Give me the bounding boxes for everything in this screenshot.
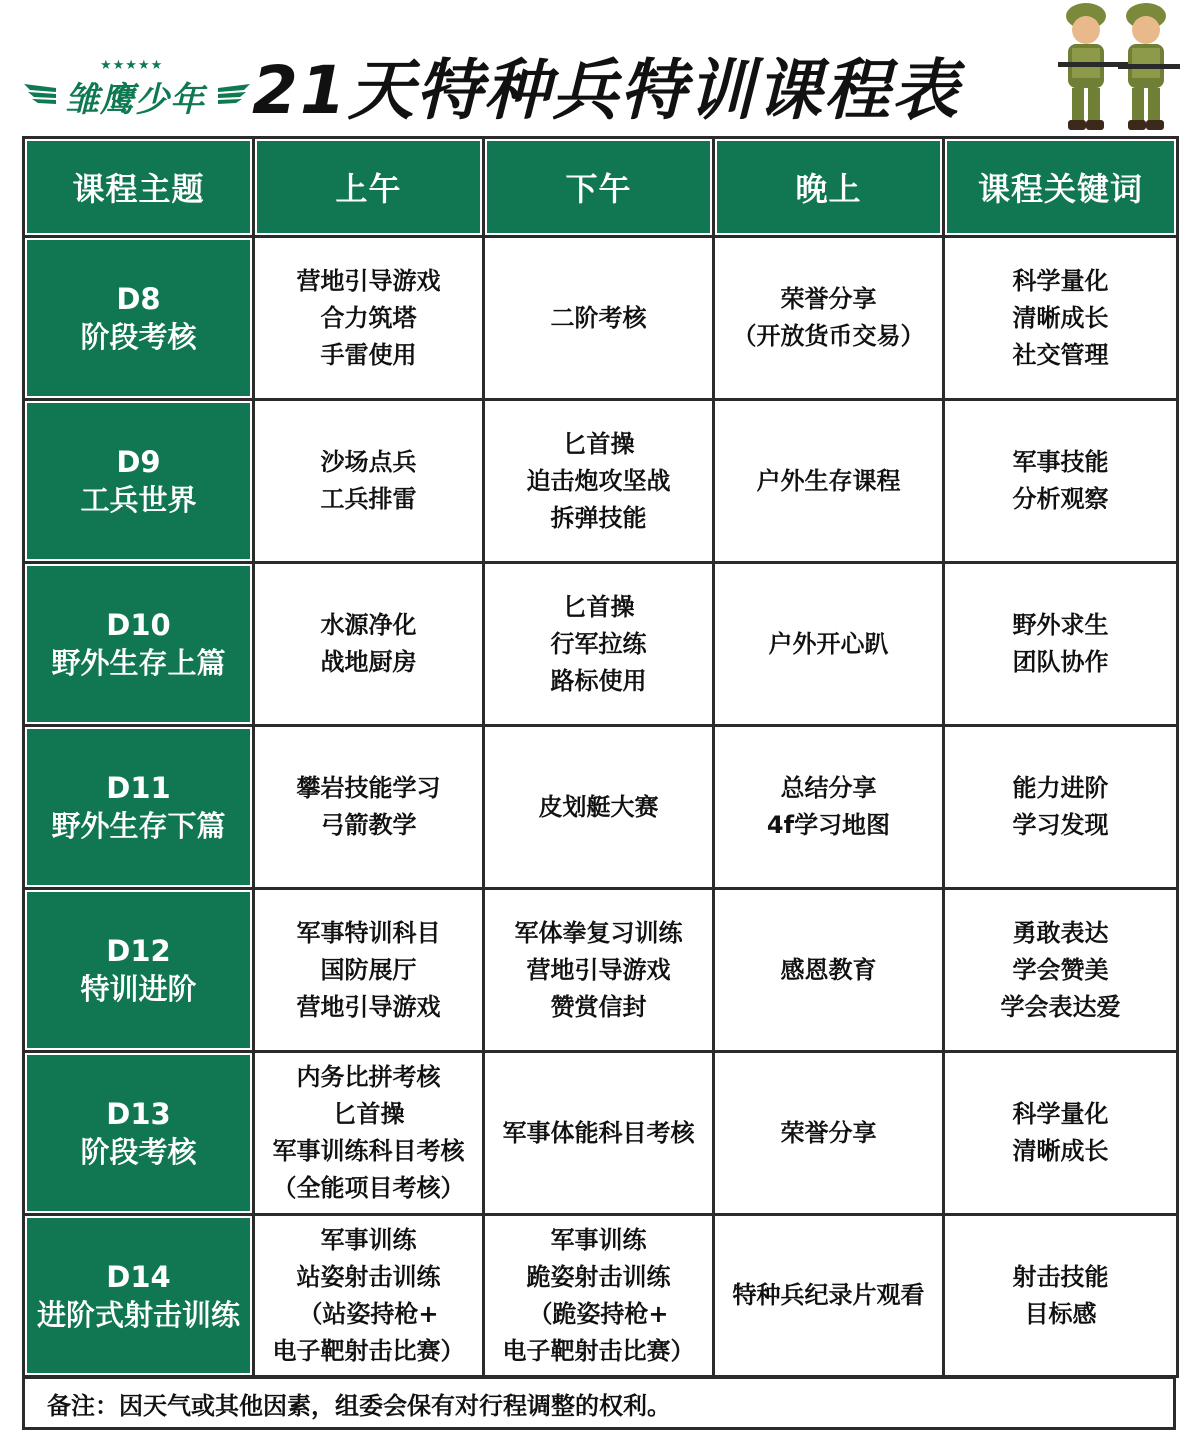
- cell-line: 清晰成长: [1012, 303, 1109, 332]
- cell-line: 匕首操: [332, 1100, 405, 1128]
- cell-line: （站姿持枪+: [298, 1299, 439, 1328]
- cell-line: 水源净化: [320, 611, 417, 639]
- theme-label: 特训进阶: [80, 972, 197, 1006]
- cell-line: 电子靶射击比赛）: [272, 1336, 465, 1365]
- day-label: D8: [116, 282, 161, 316]
- cell-line: 野外求生: [1012, 611, 1109, 639]
- brand-name: 雏鹰少年: [65, 80, 205, 120]
- day-label: D13: [106, 1097, 171, 1131]
- cell-line: 迫击炮攻坚战: [526, 466, 671, 495]
- cell-line: 军事技能: [1012, 448, 1109, 476]
- cell-line: 电子靶射击比赛）: [502, 1336, 695, 1365]
- column-header-theme: 课程主题: [24, 138, 254, 237]
- cell-line: 行军拉练: [550, 629, 647, 658]
- theme-cell: [24, 237, 254, 400]
- cell-line: （全能项目考核）: [272, 1174, 465, 1202]
- cell-line: 感恩教育: [780, 955, 877, 984]
- evening-cell: [714, 400, 944, 563]
- theme-cell: [24, 1215, 254, 1377]
- cell-line: 特种兵纪录片观看: [732, 1281, 925, 1309]
- theme-cell: [24, 400, 254, 563]
- afternoon-cell: [484, 563, 714, 726]
- cell-line: 战地厨房: [320, 648, 417, 676]
- column-header-afternoon: 下午: [484, 138, 714, 237]
- cell-line: 户外开心趴: [768, 629, 889, 658]
- keywords-cell: [944, 889, 1178, 1052]
- cell-line: 军事特训科目: [296, 918, 441, 947]
- page-header: [0, 0, 1200, 136]
- cell-line: 皮划艇大赛: [538, 792, 659, 821]
- evening-cell: [714, 237, 944, 400]
- schedule-section: [22, 136, 1176, 1436]
- morning-cell: [254, 1052, 484, 1215]
- cell-line: 弓箭教学: [320, 811, 417, 839]
- cell-line: 二阶考核: [550, 303, 647, 332]
- wing-right-icon: [216, 80, 252, 106]
- cell-line: 军事训练科目考核: [272, 1137, 465, 1165]
- cell-line: 科学量化: [1012, 266, 1109, 295]
- day-label: D9: [116, 445, 161, 479]
- cell-line: 学习发现: [1012, 811, 1109, 839]
- cell-line: （跪姿持枪+: [528, 1299, 669, 1328]
- cell-line: 户外生存课程: [756, 466, 901, 495]
- morning-cell: [254, 563, 484, 726]
- theme-cell: [24, 1052, 254, 1215]
- theme-label: 进阶式射击训练: [36, 1297, 240, 1332]
- cell-line: 匕首操: [562, 592, 635, 621]
- cell-line: 荣誉分享: [780, 285, 877, 313]
- cell-line: 学会赞美: [1012, 955, 1109, 984]
- table-row: [24, 563, 1178, 726]
- cell-line: 勇敢表达: [1012, 918, 1109, 947]
- cell-line: 荣誉分享: [780, 1118, 877, 1147]
- page-title: 21天特种兵特训课程表: [252, 52, 960, 129]
- theme-cell: [24, 726, 254, 889]
- afternoon-cell: [484, 726, 714, 889]
- evening-cell: [714, 563, 944, 726]
- afternoon-cell: [484, 889, 714, 1052]
- afternoon-cell: [484, 1215, 714, 1377]
- cell-line: 内务比拼考核: [296, 1063, 441, 1091]
- theme-label: 阶段考核: [80, 320, 197, 354]
- theme-cell: [24, 563, 254, 726]
- table-row: [24, 726, 1178, 889]
- cell-line: 目标感: [1024, 1299, 1097, 1328]
- cell-line: 军事训练: [320, 1225, 417, 1254]
- cell-line: 赞赏信封: [550, 992, 647, 1021]
- cell-line: 科学量化: [1012, 1100, 1109, 1128]
- brand-logo: [22, 58, 244, 124]
- afternoon-cell: [484, 400, 714, 563]
- cell-line: 站姿射击训练: [296, 1262, 441, 1291]
- evening-cell: [714, 1052, 944, 1215]
- cell-line: 能力进阶: [1012, 774, 1109, 802]
- schedule-table: [22, 136, 1179, 1378]
- cell-line: 匕首操: [562, 429, 635, 458]
- keywords-cell: [944, 1215, 1178, 1377]
- keywords-cell: [944, 1052, 1178, 1215]
- afternoon-cell: [484, 1052, 714, 1215]
- theme-label: 野外生存上篇: [51, 646, 226, 680]
- keywords-cell: [944, 726, 1178, 889]
- cell-line: 手雷使用: [320, 340, 417, 369]
- cell-line: （开放货币交易）: [732, 322, 925, 350]
- table-row: [24, 1052, 1178, 1215]
- cell-line: 路标使用: [550, 666, 647, 695]
- cell-line: 军事训练: [550, 1225, 647, 1254]
- cell-line: 学会表达爱: [1000, 992, 1121, 1021]
- theme-cell: [24, 889, 254, 1052]
- cell-line: 营地引导游戏: [296, 992, 441, 1021]
- morning-cell: [254, 1215, 484, 1377]
- cell-line: 总结分享: [780, 774, 877, 802]
- cell-line: 清晰成长: [1012, 1137, 1109, 1165]
- cell-line: 分析观察: [1012, 485, 1109, 513]
- header-row: [24, 138, 1178, 237]
- stars-icon: ★★★★★: [100, 58, 164, 73]
- afternoon-cell: [484, 237, 714, 400]
- morning-cell: [254, 400, 484, 563]
- theme-label: 野外生存下篇: [51, 809, 226, 843]
- soldiers-illustration-icon: [1052, 0, 1182, 136]
- footnote: 备注：因天气或其他因素，组委会保有对行程调整的权利。: [22, 1376, 1176, 1430]
- morning-cell: [254, 237, 484, 400]
- day-label: D10: [106, 608, 171, 642]
- theme-label: 工兵世界: [80, 483, 197, 517]
- column-header-keywords: 课程关键词: [944, 138, 1178, 237]
- cell-line: 拆弹技能: [550, 503, 647, 532]
- keywords-cell: [944, 400, 1178, 563]
- morning-cell: [254, 889, 484, 1052]
- evening-cell: [714, 889, 944, 1052]
- day-label: D12: [106, 934, 171, 968]
- cell-line: 营地引导游戏: [296, 266, 441, 295]
- cell-line: 社交管理: [1012, 340, 1109, 369]
- cell-line: 合力筑塔: [320, 303, 417, 332]
- cell-line: 工兵排雷: [320, 485, 417, 513]
- cell-line: 射击技能: [1012, 1262, 1109, 1291]
- cell-line: 攀岩技能学习: [296, 774, 441, 802]
- table-row: [24, 889, 1178, 1052]
- cell-line: 军体拳复习训练: [514, 918, 683, 947]
- day-label: D11: [106, 771, 171, 805]
- table-row: [24, 400, 1178, 563]
- cell-line: 团队协作: [1012, 648, 1109, 676]
- table-row: [24, 237, 1178, 400]
- keywords-cell: [944, 563, 1178, 726]
- cell-line: 营地引导游戏: [526, 955, 671, 984]
- cell-line: 跪姿射击训练: [526, 1262, 671, 1291]
- day-label: D14: [106, 1259, 171, 1294]
- cell-line: 国防展厅: [320, 955, 417, 984]
- evening-cell: [714, 726, 944, 889]
- column-header-evening: 晚上: [714, 138, 944, 237]
- evening-cell: [714, 1215, 944, 1377]
- morning-cell: [254, 726, 484, 889]
- cell-line: 4f学习地图: [766, 811, 891, 839]
- cell-line: 军事体能科目考核: [502, 1118, 695, 1147]
- keywords-cell: [944, 237, 1178, 400]
- cell-line: 沙场点兵: [320, 448, 417, 476]
- table-row: [24, 1215, 1178, 1377]
- theme-label: 阶段考核: [80, 1135, 197, 1169]
- column-header-morning: 上午: [254, 138, 484, 237]
